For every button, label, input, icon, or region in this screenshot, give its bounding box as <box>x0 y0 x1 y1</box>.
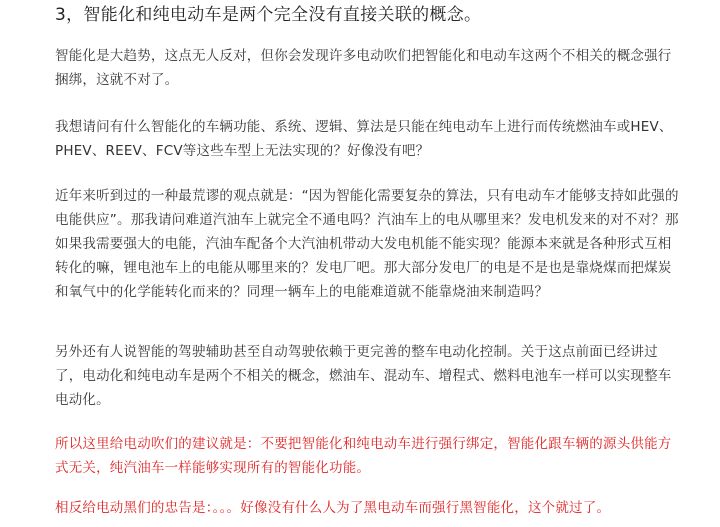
section-heading: 3，智能化和纯电动车是两个完全没有直接关联的概念。 <box>55 5 482 25</box>
paragraph-electrification: 另外还有人说智能的驾驶辅助甚至自动驾驶依赖于更完善的整车电动化控制。关于这点前面已经讲过了，电动化和纯电动车是两个不相关的概念，燃油车、混动车、增程式、燃料电池车一样可以实现整车电动化。 <box>55 344 672 408</box>
paragraph-warning-red: 相反给电动黑们的忠告是：。。。好像没有什么人为了黑电动车而强行黑智能化，这个就过了。 <box>55 500 611 516</box>
paragraph-intro: 智能化是大趋势，这点无人反对，但你会发现许多电动吹们把智能化和电动车这两个不相关的概念强行捆绑，这就不对了。 <box>55 48 672 88</box>
paragraph-advice-red: 所以这里给电动吹们的建议就是：不要把智能化和纯电动车进行强行绑定，智能化跟车辆的源头供能方式无关，纯汽油车一样能够实现所有的智能化功能。 <box>55 436 672 476</box>
paragraph-question: 我想请问有什么智能化的车辆功能、系统、逻辑、算法是只能在纯电动车上进行而传统燃油车或HEV、PHEV、REEV、FCV等这些车型上无法实现的？好像没有吧？ <box>55 119 673 159</box>
paragraph-argument: 近年来听到过的一种最荒谬的观点就是：“因为智能化需要复杂的算法，只有电动车才能够支持如此强的电能供应”。那我请问难道汽油车上就完全不通电吗？汽油车上的电从哪里来？发电机发来的对不对？那如果我需要强大的电能，汽油车配备个大汽油机带动大发电机能不能实现？能源本来就是各种形式互相转化的嘛，锂电池车上的电能从哪里来的？发电厂吧。那大部分发电厂的电是不是也是靠烧煤而把煤炭和氧气中的化学能转化而来的？同理一辆车上的电能难道就不能靠烧油来制造吗？ <box>55 188 679 300</box>
